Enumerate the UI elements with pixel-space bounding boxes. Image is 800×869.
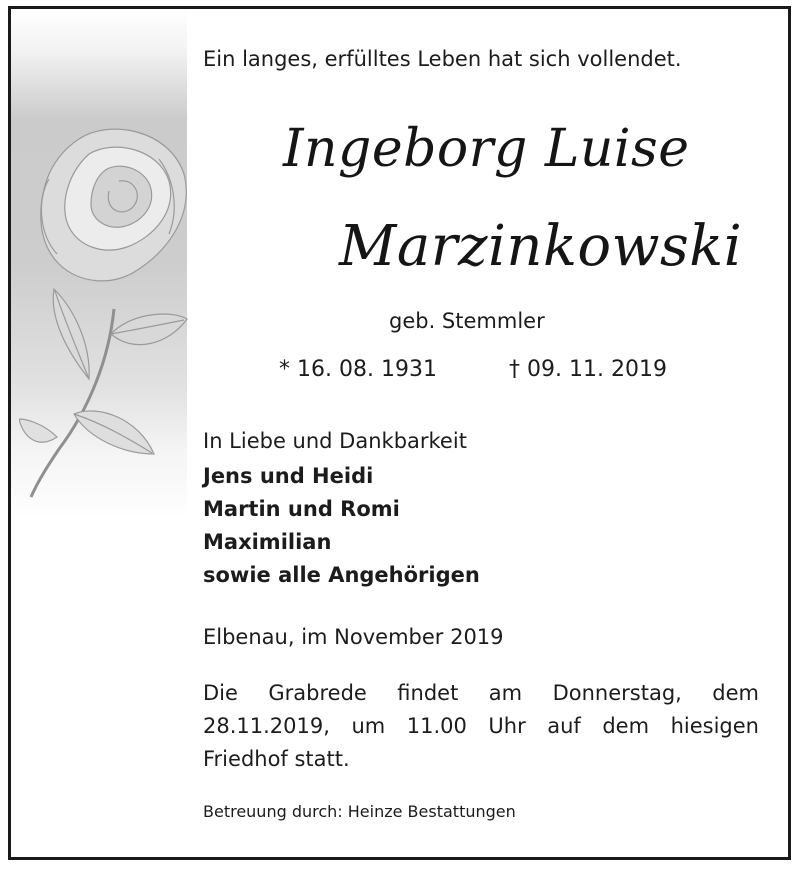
- obituary-notice: [8, 6, 791, 860]
- mourner-name: Martin und Romi: [203, 497, 400, 521]
- deceased-first-names: Ingeborg Luise: [283, 119, 690, 179]
- deceased-surname: Marzinkowski: [339, 214, 743, 279]
- funeral-notice: [203, 677, 759, 776]
- funeral-line: Die Grabrede findet am Donnerstag, dem: [203, 681, 759, 705]
- funeral-line: Friedhof statt.: [203, 747, 350, 771]
- maiden-name: geb. Stemmler: [389, 309, 545, 333]
- intro-line: Ein langes, erfülltes Leben hat sich vollendet.: [203, 47, 682, 71]
- place-date: Elbenau, im November 2019: [203, 625, 504, 649]
- funeral-service-credit: Betreuung durch: Heinze Bestattungen: [203, 802, 516, 821]
- mourners-intro: In Liebe und Dankbarkeit: [203, 429, 467, 453]
- funeral-line: 28.11.2019, um 11.00 Uhr auf dem hiesigen: [203, 714, 759, 738]
- mourner-name: sowie alle Angehörigen: [203, 563, 480, 587]
- rose-icon: [19, 119, 189, 499]
- death-date: † 09. 11. 2019: [509, 357, 667, 382]
- mourner-name: Maximilian: [203, 530, 332, 554]
- birth-date: * 16. 08. 1931: [279, 357, 437, 382]
- mourner-name: Jens und Heidi: [203, 464, 374, 488]
